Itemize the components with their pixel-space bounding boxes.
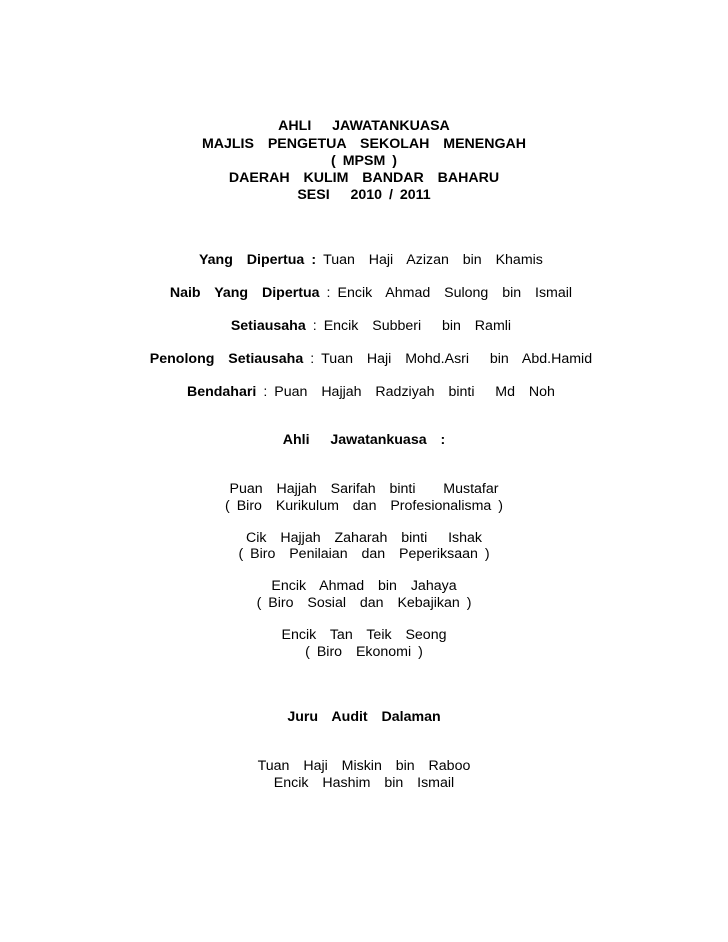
committee-member-name: Encik Tan Teik Seong: [281, 627, 447, 643]
officer-row-penolong-setiausaha: [0, 334, 728, 368]
committee-member-bureau: ( Biro Sosial dan Kebajikan ): [256, 595, 472, 611]
committee-member-name: Puan Hajjah Sarifah binti Mustafar: [229, 481, 499, 497]
officer-separator: :: [310, 351, 315, 367]
officer-separator: :: [263, 384, 268, 400]
committee-member-bureau: ( Biro Kurikulum dan Profesionalisma ): [225, 498, 503, 514]
officer-separator: :: [312, 318, 317, 334]
officer-role: Naib Yang Dipertua: [169, 285, 320, 301]
auditor-name: Encik Hashim bin Ismail: [273, 775, 455, 791]
committee-member-name: Cik Hajjah Zaharah binti Ishak: [246, 530, 482, 546]
document-title: AHLI JAWATANKUASA: [278, 118, 450, 134]
officer-name: Puan Hajjah Radziyah binti Md Noh: [274, 384, 555, 400]
officer-row-setiausaha: [0, 301, 728, 335]
officer-row-naib-yang-dipertua: [0, 268, 728, 302]
committee-member-bureau: ( Biro Ekonomi ): [305, 644, 423, 660]
officer-role: Bendahari: [186, 384, 257, 400]
officer-name: Encik Subberi bin Ramli: [323, 318, 512, 334]
district-name: DAERAH KULIM BANDAR BAHARU: [228, 170, 500, 186]
auditors-heading: Juru Audit Dalaman: [287, 709, 441, 725]
committee-heading: Ahli Jawatankuasa :: [282, 432, 446, 448]
officer-name: Encik Ahmad Sulong bin Ismail: [337, 285, 573, 301]
officer-role: Yang Dipertua: [198, 252, 305, 268]
committee-member-bureau: ( Biro Penilaian dan Peperiksaan ): [238, 546, 490, 562]
officer-role: Setiausaha: [230, 318, 306, 334]
committee-member-name: Encik Ahmad bin Jahaya: [271, 578, 457, 594]
session-year: SESI 2010 / 2011: [297, 187, 431, 203]
officer-name: Tuan Haji Mohd.Asri bin Abd.Hamid: [321, 351, 593, 367]
officer-name: Tuan Haji Azizan bin Khamis: [323, 252, 543, 268]
auditor-name: Tuan Haji Miskin bin Raboo: [257, 758, 471, 774]
officer-separator: :: [326, 285, 331, 301]
council-abbreviation: ( MPSM ): [331, 153, 397, 169]
officer-separator: :: [311, 252, 317, 268]
officer-row-bendahari: [0, 367, 728, 401]
council-name: MAJLIS PENGETUA SEKOLAH MENENGAH: [201, 136, 527, 152]
officer-row-yang-dipertua: [0, 235, 728, 269]
officer-role: Penolong Setiausaha: [149, 351, 304, 367]
